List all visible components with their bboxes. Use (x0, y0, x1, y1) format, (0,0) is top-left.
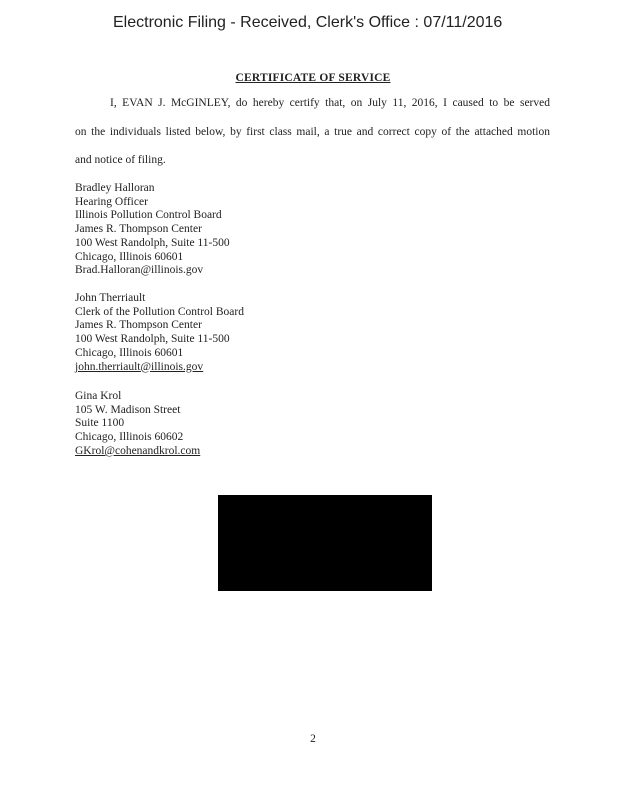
recipient-email: Brad.Halloran@illinois.gov (75, 264, 204, 277)
recipient-street: 100 West Randolph, Suite 11-500 (75, 236, 230, 249)
page-number: 2 (310, 733, 316, 745)
recipient-organization: Illinois Pollution Control Board (75, 209, 222, 222)
recipient-block-krol (75, 390, 200, 459)
recipient-name: Gina Krol (75, 390, 122, 402)
recipient-city: Chicago, Illinois 60602 (75, 431, 184, 444)
recipient-email-link[interactable]: GKrol@cohenandkrol.com (75, 444, 201, 457)
recipient-title: Hearing Officer (75, 195, 148, 208)
recipient-city: Chicago, Illinois 60601 (75, 250, 184, 263)
certificate-title: CERTIFICATE OF SERVICE (235, 72, 391, 84)
redacted-signature-block (218, 495, 432, 591)
recipient-suite: Suite 1100 (75, 417, 125, 430)
recipient-email-link[interactable]: john.therriault@illinois.gov (75, 360, 204, 373)
recipient-building: James R. Thompson Center (75, 319, 202, 332)
recipient-title: Clerk of the Pollution Control Board (75, 305, 244, 318)
certification-line-1: I, EVAN J. McGINLEY, do hereby certify that, on July 11, 2016, I caused to be served (110, 97, 550, 109)
recipient-block-halloran (75, 182, 230, 278)
recipient-city: Chicago, Illinois 60601 (75, 346, 184, 359)
recipient-building: James R. Thompson Center (75, 223, 202, 236)
certification-line-3: and notice of filing. (75, 154, 166, 166)
recipient-block-therriault (75, 292, 244, 374)
recipient-name: Bradley Halloran (75, 182, 155, 194)
electronic-filing-stamp: Electronic Filing - Received, Clerk's Office : 07/11/2016 (113, 14, 503, 31)
recipient-name: John Therriault (75, 292, 146, 304)
certification-line-2: on the individuals listed below, by first class mail, a true and correct copy of the attached motion (75, 126, 550, 138)
recipient-street: 105 W. Madison Street (75, 403, 181, 416)
recipient-street: 100 West Randolph, Suite 11-500 (75, 333, 230, 346)
